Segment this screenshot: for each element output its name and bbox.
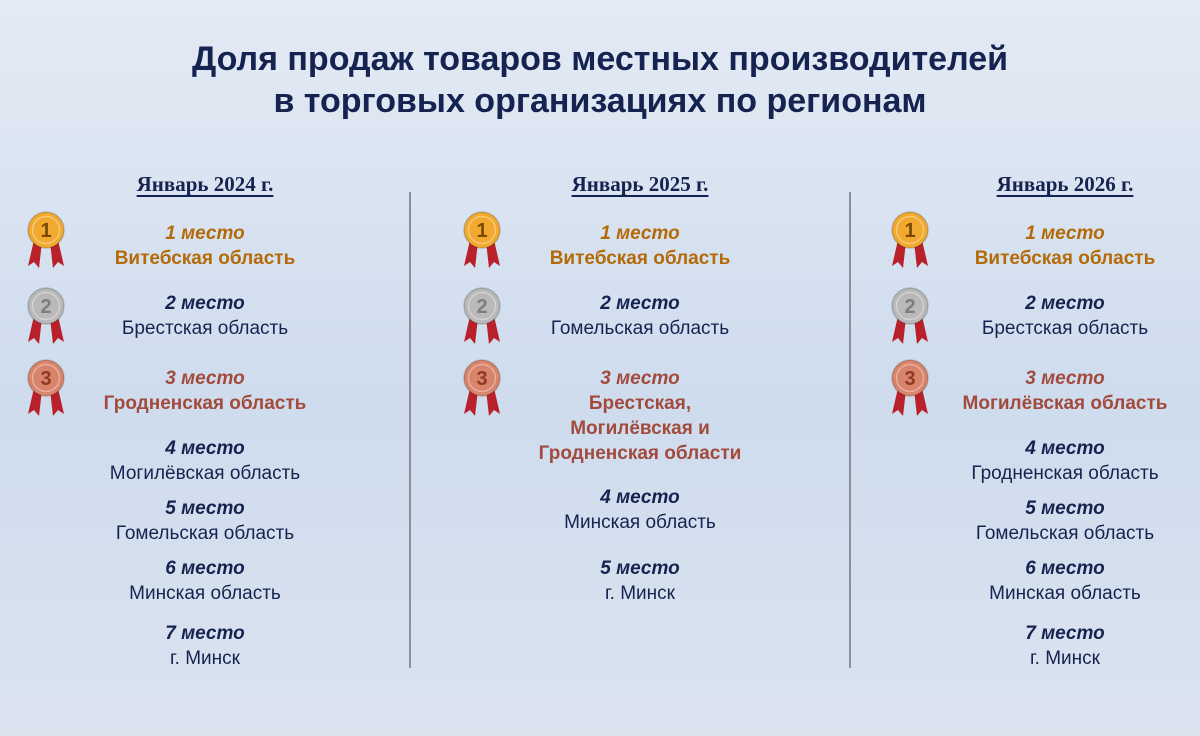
rank-entry-5 bbox=[940, 496, 1190, 546]
rank-place: 2 место bbox=[1025, 293, 1105, 314]
rank-region-line: Гродненская области bbox=[538, 443, 742, 464]
rank-region: Брестская область bbox=[121, 318, 289, 339]
rank-place: 5 место bbox=[1025, 498, 1105, 519]
rank-region: г. Минск bbox=[1030, 648, 1100, 669]
rank-place: 1 место bbox=[1025, 223, 1105, 244]
medal-number: 3 bbox=[904, 368, 916, 390]
rank-region: Гродненская область bbox=[971, 463, 1159, 484]
column-heading: Январь 2024 г. bbox=[136, 172, 274, 196]
rank-region: Гродненская область bbox=[103, 393, 307, 414]
medal-number: 2 bbox=[904, 296, 916, 318]
rank-entry-1 bbox=[85, 221, 325, 271]
rank-region: Минская область bbox=[129, 583, 281, 604]
title-line-2: в торговых организациях по регионам bbox=[273, 82, 927, 120]
medal-number: 3 bbox=[476, 368, 488, 390]
rank-region: г. Минск bbox=[170, 648, 240, 669]
rank-entry-1 bbox=[510, 221, 770, 271]
bronze-medal-icon bbox=[890, 358, 930, 416]
silver-medal-icon bbox=[890, 286, 930, 344]
rank-region: Брестская область bbox=[981, 318, 1149, 339]
rank-entry-3 bbox=[510, 366, 770, 466]
silver-medal-icon bbox=[26, 286, 66, 344]
rank-place: 2 место bbox=[600, 293, 680, 314]
rank-entry-5 bbox=[85, 496, 325, 546]
rank-place: 2 место bbox=[165, 293, 245, 314]
rank-region: Могилёвская область bbox=[962, 393, 1168, 414]
rank-region: Могилёвская область bbox=[109, 463, 301, 484]
column-heading: Январь 2026 г. bbox=[996, 172, 1134, 196]
rank-place: 7 место bbox=[165, 623, 245, 644]
silver-medal-icon bbox=[462, 286, 502, 344]
rank-place: 3 место bbox=[600, 368, 680, 389]
rank-entry-7 bbox=[85, 621, 325, 671]
rank-place: 3 место bbox=[165, 368, 245, 389]
column-2026 bbox=[940, 0, 1190, 736]
rank-entry-4 bbox=[85, 436, 325, 486]
column-heading: Январь 2025 г. bbox=[571, 172, 709, 196]
rank-region: Гомельская область bbox=[975, 523, 1155, 544]
column-2025 bbox=[510, 0, 770, 736]
rank-region: Витебская область bbox=[549, 248, 731, 269]
rank-place: 4 место bbox=[165, 438, 245, 459]
rank-place: 5 место bbox=[165, 498, 245, 519]
rank-entry-2 bbox=[940, 291, 1190, 341]
bronze-medal-icon bbox=[26, 358, 66, 416]
rank-entry-4 bbox=[940, 436, 1190, 486]
gold-medal-icon bbox=[26, 210, 66, 268]
rank-region: Витебская область bbox=[114, 248, 296, 269]
rank-place: 4 место bbox=[1025, 438, 1105, 459]
medal-number: 2 bbox=[40, 296, 52, 318]
medal-number: 2 bbox=[476, 296, 488, 318]
rank-region: Витебская область bbox=[974, 248, 1156, 269]
rank-region: Гомельская область bbox=[550, 318, 730, 339]
rank-entry-6 bbox=[940, 556, 1190, 606]
rank-place: 7 место bbox=[1025, 623, 1105, 644]
column-divider-2 bbox=[849, 192, 851, 668]
rank-region: Минская область bbox=[564, 512, 716, 533]
rank-entry-5 bbox=[510, 556, 770, 606]
gold-medal-icon bbox=[462, 210, 502, 268]
rank-place: 1 место bbox=[600, 223, 680, 244]
rank-place: 6 место bbox=[165, 558, 245, 579]
rank-entry-7 bbox=[940, 621, 1190, 671]
rank-region: г. Минск bbox=[605, 583, 675, 604]
rank-region-line: Брестская, bbox=[588, 393, 692, 414]
rank-entry-2 bbox=[85, 291, 325, 341]
rank-entry-3 bbox=[85, 366, 325, 416]
column-2024 bbox=[85, 0, 325, 736]
medal-number: 3 bbox=[40, 368, 52, 390]
rank-region: Гомельская область bbox=[115, 523, 295, 544]
rank-entry-6 bbox=[85, 556, 325, 606]
rank-place: 5 место bbox=[600, 558, 680, 579]
medal-number: 1 bbox=[476, 220, 488, 242]
rank-entry-3 bbox=[940, 366, 1190, 416]
rank-entry-2 bbox=[510, 291, 770, 341]
rank-place: 3 место bbox=[1025, 368, 1105, 389]
bronze-medal-icon bbox=[462, 358, 502, 416]
medal-number: 1 bbox=[904, 220, 916, 242]
medal-number: 1 bbox=[40, 220, 52, 242]
rank-region-line: Могилёвская и bbox=[570, 418, 710, 439]
gold-medal-icon bbox=[890, 210, 930, 268]
rank-entry-4 bbox=[510, 485, 770, 535]
rank-region: Минская область bbox=[989, 583, 1141, 604]
column-divider-1 bbox=[409, 192, 411, 668]
rank-place: 6 место bbox=[1025, 558, 1105, 579]
rank-place: 4 место bbox=[600, 487, 680, 508]
rank-entry-1 bbox=[940, 221, 1190, 271]
rank-place: 1 место bbox=[165, 223, 245, 244]
title-line-1: Доля продаж товаров местных производителей bbox=[191, 40, 1009, 78]
